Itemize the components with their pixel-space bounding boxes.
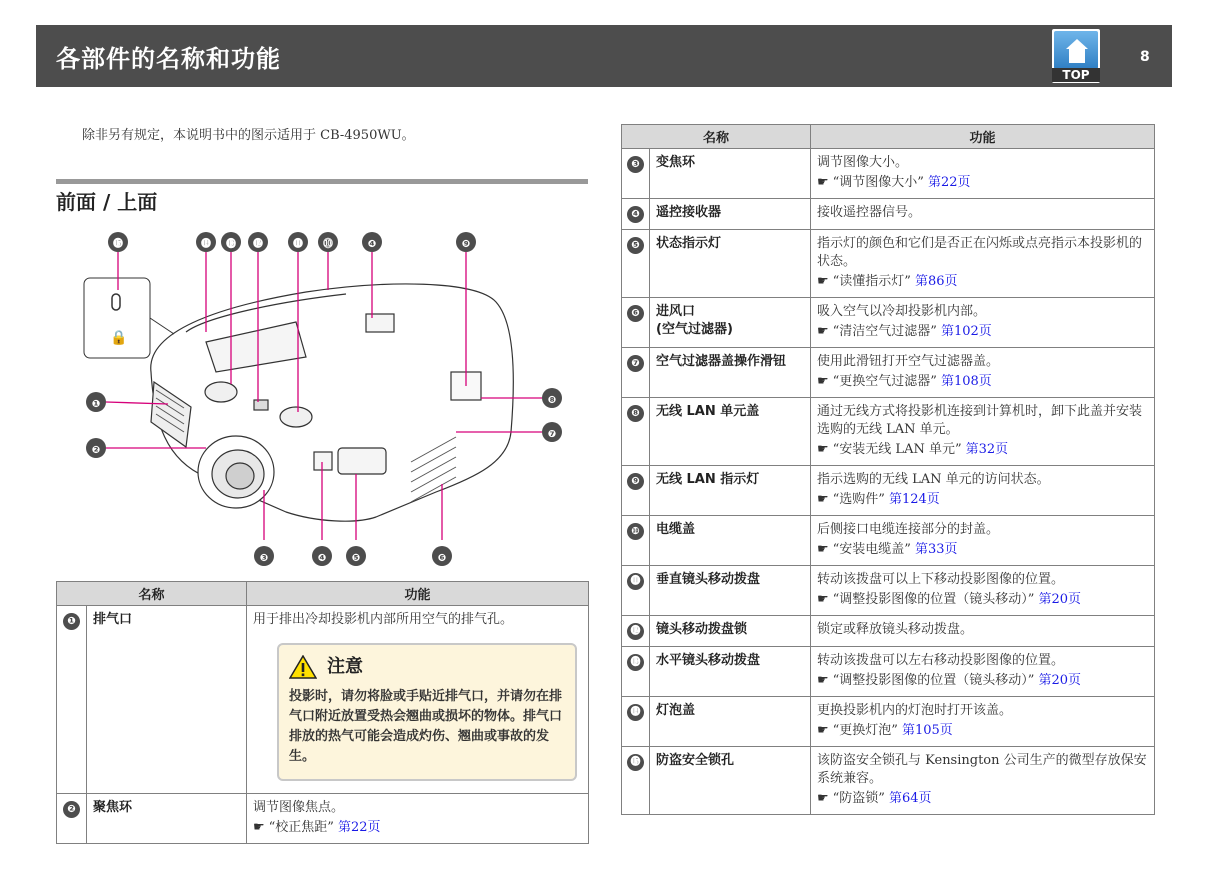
column-header-name: 名称 xyxy=(622,125,811,149)
reference-text: “安装无线 LAN 单元” xyxy=(832,442,962,457)
pointing-hand-icon: ☛ xyxy=(817,723,829,738)
table-row xyxy=(622,298,1155,348)
svg-text:❻: ❻ xyxy=(437,553,447,564)
pointing-hand-icon: ☛ xyxy=(817,791,829,806)
page-number: 8 xyxy=(1140,49,1150,65)
section-title: 前面 / 上面 xyxy=(56,190,158,214)
reference-text: “调整投影图像的位置（镜头移动）” xyxy=(832,673,1035,688)
reference-text: “调节图像大小” xyxy=(832,175,924,190)
row-number: ❹ xyxy=(627,206,644,223)
reference-text: “调整投影图像的位置（镜头移动）” xyxy=(832,592,1035,607)
reference xyxy=(817,591,1148,609)
part-name: 垂直镜头移动拨盘 xyxy=(656,572,761,587)
page-link[interactable]: 第86页 xyxy=(914,274,958,289)
row-number: ❼ xyxy=(627,355,644,372)
table-row xyxy=(622,566,1155,616)
part-name: 无线 LAN 指示灯 xyxy=(656,472,760,487)
svg-text:⓭: ⓭ xyxy=(226,239,236,250)
page-link[interactable]: 第33页 xyxy=(914,542,958,557)
table-row xyxy=(622,616,1155,647)
table-row xyxy=(622,516,1155,566)
table-header-row xyxy=(622,125,1155,149)
pointing-hand-icon: ☛ xyxy=(817,374,829,389)
callout-3 xyxy=(254,546,274,566)
reference xyxy=(817,790,1148,808)
table-row xyxy=(622,348,1155,398)
callout-4-bottom xyxy=(312,546,332,566)
reference xyxy=(817,273,1148,291)
part-name: 无线 LAN 单元盖 xyxy=(656,404,760,419)
page-link[interactable]: 第20页 xyxy=(1038,673,1081,688)
part-function: 指示灯的颜色和它们是否正在闪烁或点亮指示本投影机的状态。 xyxy=(817,236,1143,269)
pointing-hand-icon: ☛ xyxy=(817,324,829,339)
part-name: 空气过滤器盖操作滑钮 xyxy=(656,354,787,369)
reference xyxy=(817,491,1148,509)
svg-text:❺: ❺ xyxy=(351,553,361,564)
caution-box xyxy=(277,643,577,781)
reference xyxy=(817,541,1148,559)
part-function: 接收遥控器信号。 xyxy=(817,205,922,220)
svg-text:❹: ❹ xyxy=(317,553,327,564)
row-number: ❸ xyxy=(627,156,644,173)
svg-text:⓯: ⓯ xyxy=(113,239,123,250)
part-name: 聚焦环 xyxy=(87,794,247,844)
row-number: ⓬ xyxy=(627,623,644,640)
svg-text:❹: ❹ xyxy=(367,239,377,250)
pointing-hand-icon: ☛ xyxy=(817,673,829,688)
page-link[interactable]: 第108页 xyxy=(940,374,992,389)
reference xyxy=(817,323,1148,341)
table-row xyxy=(57,606,589,794)
part-function: 调节图像大小。 xyxy=(817,155,909,170)
row-number: ❿ xyxy=(627,523,644,540)
svg-text:⓬: ⓬ xyxy=(253,239,263,250)
svg-text:❷: ❷ xyxy=(91,445,101,456)
reference-text: “更换灯泡” xyxy=(832,723,898,738)
part-name: 防盗安全锁孔 xyxy=(656,753,735,768)
top-button-label: TOP xyxy=(1052,68,1100,82)
pointing-hand-icon: ☛ xyxy=(817,274,829,289)
part-name-sub: (空气过滤器) xyxy=(656,322,733,337)
page-header xyxy=(36,25,1172,87)
part-function: 使用此滑钮打开空气过滤器盖。 xyxy=(817,354,1000,369)
row-number: ❽ xyxy=(627,405,644,422)
callout-12 xyxy=(248,232,268,252)
part-name: 镜头移动拨盘锁 xyxy=(656,622,748,637)
svg-text:⓫: ⓫ xyxy=(293,239,303,250)
reference xyxy=(817,174,1148,192)
warning-icon xyxy=(289,655,317,679)
pointing-hand-icon: ☛ xyxy=(817,175,829,190)
row-number: ⓭ xyxy=(627,654,644,671)
svg-text:❾: ❾ xyxy=(461,239,471,250)
reference xyxy=(817,441,1148,459)
part-name: 状态指示灯 xyxy=(656,236,722,251)
svg-text:⓾: ⓾ xyxy=(323,239,333,250)
top-button[interactable] xyxy=(1052,29,1100,83)
part-function: 转动该拨盘可以上下移动投影图像的位置。 xyxy=(817,572,1065,587)
table-row xyxy=(622,697,1155,747)
part-name: 灯泡盖 xyxy=(656,703,696,718)
part-function: 更换投影机内的灯泡时打开该盖。 xyxy=(817,703,1013,718)
part-function: 用于排出冷却投影机内部所用空气的排气孔。 xyxy=(253,612,514,627)
callout-9 xyxy=(456,232,476,252)
reference-text: “安装电缆盖” xyxy=(832,542,911,557)
page-link[interactable]: 第32页 xyxy=(965,442,1009,457)
projector-illustration xyxy=(151,284,514,521)
column-header-function: 功能 xyxy=(811,125,1155,149)
reference xyxy=(817,672,1148,690)
svg-text:❶: ❶ xyxy=(91,399,101,410)
reference-text: “读懂指示灯” xyxy=(832,274,911,289)
callout-14 xyxy=(196,232,216,252)
table-row xyxy=(622,747,1155,815)
callout-7 xyxy=(542,422,562,442)
pointing-hand-icon: ☛ xyxy=(817,592,829,607)
reference-text: “防盗锁” xyxy=(832,791,885,806)
row-number: ⓫ xyxy=(627,573,644,590)
part-function: 指示选购的无线 LAN 单元的访问状态。 xyxy=(817,472,1050,487)
row-number: ❷ xyxy=(63,801,80,818)
part-function: 调节图像焦点。 xyxy=(253,800,345,815)
part-name: 水平镜头移动拨盘 xyxy=(656,653,761,668)
part-function: 通过无线方式将投影机连接到计算机时，卸下此盖并安装选购的无线 LAN 单元。 xyxy=(817,404,1143,437)
page-link[interactable]: 第124页 xyxy=(888,492,940,507)
caution-title: 注意 xyxy=(327,656,363,677)
table-row xyxy=(622,647,1155,697)
part-name: 进风口 xyxy=(656,304,696,319)
table-header-row xyxy=(57,582,589,606)
parts-table-left xyxy=(56,581,589,844)
parts-table-right xyxy=(621,124,1155,815)
page-link[interactable]: 第64页 xyxy=(888,791,932,806)
reference-text: “清洁空气过滤器” xyxy=(832,324,937,339)
callout-2 xyxy=(86,438,106,458)
part-function: 后侧接口电缆连接部分的封盖。 xyxy=(817,522,1000,537)
page-title: 各部件的名称和功能 xyxy=(56,45,281,73)
svg-text:❸: ❸ xyxy=(259,553,269,564)
page-link[interactable]: 第20页 xyxy=(1038,592,1081,607)
table-row xyxy=(622,230,1155,298)
row-number: ❺ xyxy=(627,237,644,254)
part-function: 转动该拨盘可以左右移动投影图像的位置。 xyxy=(817,653,1065,668)
part-function: 该防盗安全锁孔与 Kensington 公司生产的微型存放保安系统兼容。 xyxy=(817,753,1147,786)
page-link[interactable]: 第22页 xyxy=(337,820,381,835)
projector-diagram xyxy=(56,222,588,572)
row-number: ❻ xyxy=(627,305,644,322)
table-row xyxy=(622,466,1155,516)
callout-10 xyxy=(318,232,338,252)
row-number: ⓯ xyxy=(627,754,644,771)
part-name: 排气口 xyxy=(87,606,247,794)
section-divider xyxy=(56,179,588,184)
caution-text: 投影时，请勿将脸或手贴近排气口，并请勿在排气口附近放置受热会翘曲或损坏的物体。排气口排放的热气可能会造成灼伤、翘曲或事故的发生。 xyxy=(289,689,563,764)
part-function: 锁定或释放镜头移动拨盘。 xyxy=(817,622,974,637)
page-link[interactable]: 第105页 xyxy=(901,723,953,738)
part-name: 遥控接收器 xyxy=(656,205,722,220)
page-link[interactable]: 第22页 xyxy=(927,175,971,190)
svg-text:🔒: 🔒 xyxy=(110,330,128,346)
column-header-function: 功能 xyxy=(247,582,589,606)
row-number: ❾ xyxy=(627,473,644,490)
table-row xyxy=(622,398,1155,466)
pointing-hand-icon: ☛ xyxy=(817,492,829,507)
reference-text: “更换空气过滤器” xyxy=(832,374,937,389)
row-number: ❶ xyxy=(63,613,80,630)
callout-1 xyxy=(86,392,106,412)
callout-15 xyxy=(108,232,128,252)
reference-text: “选购件” xyxy=(832,492,885,507)
part-function: 吸入空气以冷却投影机内部。 xyxy=(817,304,987,319)
right-table-body xyxy=(622,149,1155,815)
home-icon xyxy=(1054,31,1098,69)
part-name: 变焦环 xyxy=(656,155,696,170)
column-header-name: 名称 xyxy=(57,582,247,606)
reference: ☛ “校正焦距” 第22页 xyxy=(253,820,381,835)
part-name: 电缆盖 xyxy=(656,522,696,537)
pointing-hand-icon: ☛ xyxy=(253,820,265,835)
callout-11 xyxy=(288,232,308,252)
callout-6 xyxy=(432,546,452,566)
table-row xyxy=(57,794,589,844)
svg-text:❼: ❼ xyxy=(547,429,557,440)
pointing-hand-icon: ☛ xyxy=(817,542,829,557)
pointing-hand-icon: ☛ xyxy=(817,442,829,457)
table-row xyxy=(622,149,1155,199)
page-link[interactable]: 第102页 xyxy=(940,324,992,339)
row-number: ⓮ xyxy=(627,704,644,721)
callout-5 xyxy=(346,546,366,566)
callout-13 xyxy=(221,232,241,252)
svg-text:❽: ❽ xyxy=(547,395,557,406)
callout-4-top xyxy=(362,232,382,252)
svg-text:⓮: ⓮ xyxy=(201,239,211,250)
reference xyxy=(817,373,1148,391)
table-row xyxy=(622,199,1155,230)
intro-text: 除非另有规定，本说明书中的图示适用于 CB-4950WU。 xyxy=(82,128,415,143)
reference xyxy=(817,722,1148,740)
callout-8 xyxy=(542,388,562,408)
